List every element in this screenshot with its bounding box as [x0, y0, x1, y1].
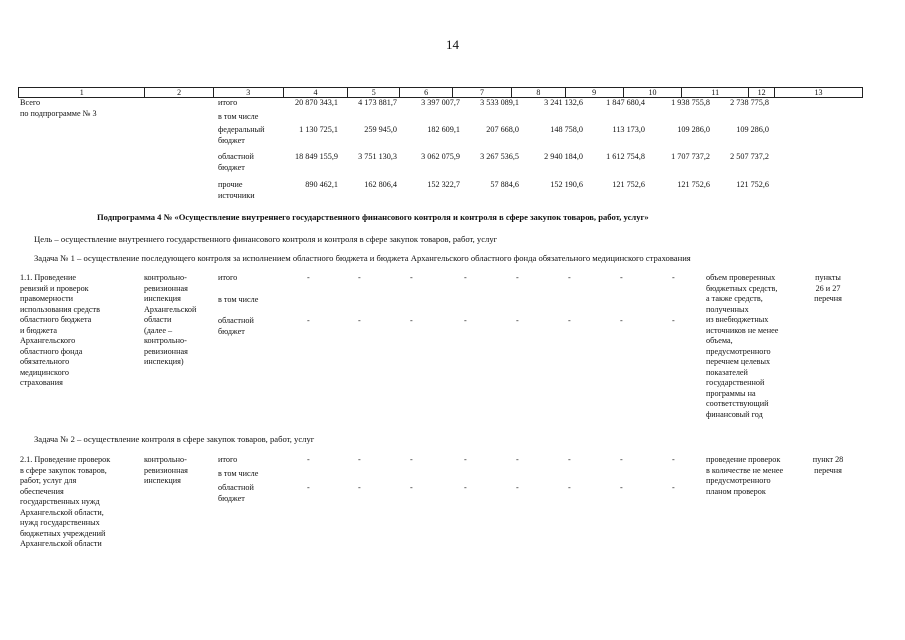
col-header: 10 [624, 88, 682, 97]
value-cell: 152 322,7 [427, 180, 460, 189]
value-cell: 207 668,0 [486, 125, 519, 134]
col-header: 5 [348, 88, 400, 97]
value-cell: 2 507 737,2 [730, 152, 769, 161]
dash-cell: - [568, 483, 571, 492]
reference-points: пункты 26 и 27 перечня [814, 273, 842, 303]
dash-cell: - [307, 455, 310, 464]
executor: контрольно- ревизионная инспекция Архангельской области (далее – контрольно- ревизионная инспекция) [144, 273, 197, 366]
table-header-row [18, 87, 863, 98]
dash-cell: - [568, 273, 571, 282]
value-cell: 109 286,0 [677, 125, 710, 134]
value-cell: 1 847 680,4 [606, 98, 645, 107]
dash-cell: - [307, 273, 310, 282]
col-header: 7 [453, 88, 512, 97]
value-cell: 20 870 343,1 [295, 98, 338, 107]
row-label: в том числе [218, 295, 259, 304]
dash-cell: - [358, 455, 361, 464]
col-header: 4 [284, 88, 348, 97]
value-cell: 1 130 725,1 [299, 125, 338, 134]
col-header: 12 [749, 88, 775, 97]
dash-cell: - [672, 455, 675, 464]
value-cell: 4 173 881,7 [358, 98, 397, 107]
value-cell: 3 751 130,3 [358, 152, 397, 161]
dash-cell: - [358, 483, 361, 492]
row-label: в том числе [218, 112, 259, 121]
dash-cell: - [516, 273, 519, 282]
value-cell: 152 190,6 [550, 180, 583, 189]
dash-cell: - [620, 316, 623, 325]
dash-cell: - [307, 316, 310, 325]
value-cell: 259 945,0 [364, 125, 397, 134]
row-label: федеральный бюджет [218, 125, 265, 145]
dash-cell: - [358, 273, 361, 282]
value-cell: 121 752,6 [736, 180, 769, 189]
row-label: областной бюджет [218, 316, 254, 336]
expected-result: объем проверенных бюджетных средств, а также средств, полученных из внебюджетных источников не менее объема, предусмотренного перечнем целевых показателей государственной программы на соответствующий финансовый год [706, 273, 779, 419]
dash-cell: - [516, 483, 519, 492]
value-cell: 148 758,0 [550, 125, 583, 134]
dash-cell: - [464, 483, 467, 492]
row-label: итого [218, 455, 238, 464]
value-cell: 113 173,0 [612, 125, 645, 134]
task1-text: Задача № 1 – осуществление последующего контроля за исполнением областного бюджета и бюджета Архангельского областного фонда обязательного медицинского страхования [34, 253, 691, 263]
dash-cell: - [620, 455, 623, 464]
value-cell: 121 752,6 [677, 180, 710, 189]
value-cell: 182 609,1 [427, 125, 460, 134]
row-label: областной бюджет [218, 483, 254, 503]
value-cell: 2 738 775,8 [730, 98, 769, 107]
dash-cell: - [672, 273, 675, 282]
task2-text: Задача № 2 – осуществление контроля в сфере закупок товаров, работ, услуг [34, 434, 315, 444]
col-header: 13 [814, 88, 823, 97]
executor: контрольно- ревизионная инспекция [144, 455, 188, 485]
dash-cell: - [410, 455, 413, 464]
row-label: в том числе [218, 469, 259, 478]
value-cell: 109 286,0 [736, 125, 769, 134]
dash-cell: - [620, 273, 623, 282]
dash-cell: - [672, 316, 675, 325]
dash-cell: - [516, 316, 519, 325]
col-header: 3 [214, 88, 284, 97]
total-label: Всего по подпрограмме № 3 [20, 98, 97, 118]
value-cell: 3 241 132,6 [544, 98, 583, 107]
dash-cell: - [464, 455, 467, 464]
value-cell: 1 938 755,8 [671, 98, 710, 107]
expected-result: проведение проверок в количестве не менее предусмотренного планом проверок [706, 455, 784, 496]
goal-text: Цель – осуществление внутреннего государственного финансового контроля и контроля в сфере закупок товаров, работ, услуг [34, 234, 498, 244]
col-header: 6 [400, 88, 452, 97]
col-header: 11 [682, 88, 749, 97]
dash-cell: - [464, 316, 467, 325]
value-cell: 121 752,6 [612, 180, 645, 189]
dash-cell: - [410, 483, 413, 492]
value-cell: 3 397 007,7 [421, 98, 460, 107]
value-cell: 1 707 737,2 [671, 152, 710, 161]
col-header: 8 [512, 88, 565, 97]
value-cell: 3 062 075,9 [421, 152, 460, 161]
reference-points: пункт 28 перечня [812, 455, 844, 475]
dash-cell: - [568, 316, 571, 325]
dash-cell: - [410, 316, 413, 325]
measure-name: 1.1. Проведение ревизий и проверок правомерности использования средств областного бюджета и бюджета Архангельского областного фонда обязательного медицинского страхования [20, 273, 100, 387]
row-label: областной бюджет [218, 152, 254, 172]
value-cell: 162 806,4 [364, 180, 397, 189]
value-cell: 890 462,1 [305, 180, 338, 189]
dash-cell: - [516, 455, 519, 464]
dash-cell: - [568, 455, 571, 464]
value-cell: 3 267 536,5 [480, 152, 519, 161]
row-label: прочие источники [218, 180, 255, 200]
dash-cell: - [358, 316, 361, 325]
dash-cell: - [620, 483, 623, 492]
col-header: 9 [566, 88, 624, 97]
col-header: 1 [19, 88, 145, 97]
value-cell: 2 940 184,0 [544, 152, 583, 161]
value-cell: 1 612 754,8 [606, 152, 645, 161]
value-cell: 3 533 089,1 [480, 98, 519, 107]
value-cell: 18 849 155,9 [295, 152, 338, 161]
page-number: 14 [446, 37, 459, 52]
col-header: 2 [145, 88, 213, 97]
dash-cell: - [410, 273, 413, 282]
dash-cell: - [464, 273, 467, 282]
value-cell: 57 884,6 [490, 180, 519, 189]
row-label: итого [218, 273, 238, 282]
dash-cell: - [307, 483, 310, 492]
measure-name: 2.1. Проведение проверок в сфере закупок товаров, работ, услуг для обеспечения государственных нужд Архангельской области, нужд государственных бюджетных учреждений Архангельской области [20, 455, 111, 548]
row-label: итого [218, 98, 238, 107]
subprogram-title: Подпрограмма 4 № «Осуществление внутреннего государственного финансового контроля и контроля в сфере закупок товаров, работ, услуг» [97, 212, 649, 222]
dash-cell: - [672, 483, 675, 492]
